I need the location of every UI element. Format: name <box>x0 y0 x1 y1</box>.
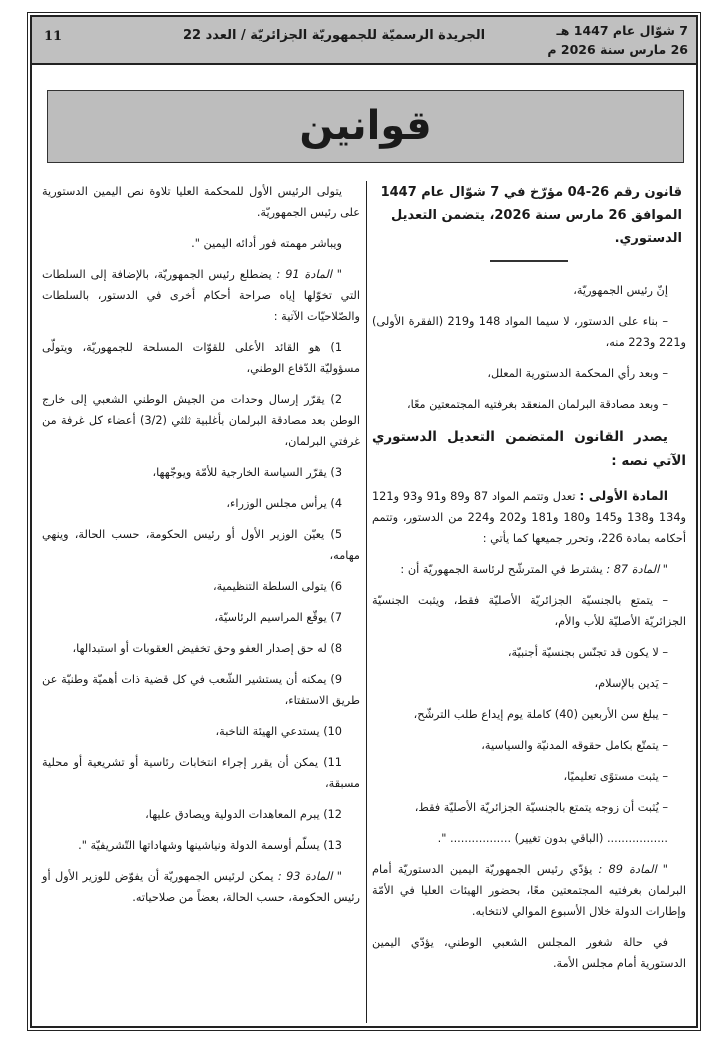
preamble-court-opinion: – وبعد رأي المحكمة الدستورية المعلل، <box>487 367 668 380</box>
preamble-president: إنّ رئيس الجمهوريّة، <box>573 284 668 297</box>
article-93-label: " المادة 93 : <box>277 870 342 883</box>
oath-reading: يتولى الرئيس الأول للمحكمة العليا تلاوة نص اليمين الدستورية على رئيس الجمهوريّة. <box>42 185 360 219</box>
article-87 <box>372 559 686 580</box>
date-hijri: 7 شوّال عام 1447 هـ <box>556 23 688 38</box>
article-89-label: " المادة 89 : <box>598 863 668 876</box>
condition-3: – يَدين بالإسلام، <box>594 677 668 690</box>
power-item: 8) له حق إصدار العفو وحق تخفيض العقوبات أو استبدالها، <box>72 642 342 655</box>
article-1-label: المادة الأولى : <box>579 488 669 503</box>
condition-2: – لا يكون قد تجنّس بجنسيّة أجنبيّة، <box>507 646 668 659</box>
article-91 <box>42 264 360 327</box>
column-divider <box>366 181 367 1023</box>
preamble-parliament: – وبعد مصادقة البرلمان المنعقد بغرفتيه المجتمعتين معًا، <box>407 398 668 411</box>
section-title: قوانين <box>299 103 432 149</box>
left-column <box>42 181 360 918</box>
vacancy-paragraph: في حالة شغور المجلس الشعبي الوطني، يؤدّي اليمين الدستورية أمام مجلس الأمة. <box>372 936 686 970</box>
title-separator <box>490 260 568 262</box>
article-93-text: يمكن لرئيس الجمهوريّة أن يفوّض للوزير الأول أو رئيس الحكومة، حسب الحالة، بعضاً من صلاحياته. <box>42 870 360 904</box>
page-frame-inner <box>30 15 698 1028</box>
condition-7: – يُثبت أن زوجه يتمتع بالجنسيّة الجزائريّة الأصليّة فقط، <box>414 801 668 814</box>
assumes-duties: ويباشر مهمته فور أدائه اليمين ". <box>191 237 342 250</box>
page-frame <box>27 12 701 1031</box>
power-item: 9) يمكنه أن يستشير الشّعب في كل قضية ذات أهميّة وطنيّة عن طريق الاستفتاء، <box>42 673 360 707</box>
power-item: 11) يمكن أن يقرر إجراء انتخابات رئاسية أو تشريعية أو محلية مسبقة، <box>42 756 360 790</box>
power-item: 12) يبرم المعاهدات الدولية ويصادق عليها، <box>145 808 342 821</box>
article-91-text: يضطلع رئيس الجمهوريّة، بالإضافة إلى السلطات التي تخوّلها إياه صراحة أحكام أخرى في الدستور، بالسلطات والصّلاحيّات الآتية : <box>42 268 360 323</box>
article-91-label: " المادة 91 : <box>276 268 342 281</box>
promulgation-statement: يصدر القانون المتضمن التعديل الدستوري الآتي نصه : <box>372 429 686 469</box>
article-89-text: يؤدّي رئيس الجمهوريّة اليمين الدستوريّة أمام البرلمان بغرفتيه المجتمعتين معًا، بحضور الهيئات العليا في الأمّة وإطارات الدولة خلال الأسبوع الموالي لانتخابه. <box>372 863 686 918</box>
power-item: 13) يسلّم أوسمة الدولة ونياشينها وشهاداتها التّشريفيّة ". <box>78 839 342 852</box>
power-item: 10) يستدعي الهيئة الناخبة، <box>215 725 342 738</box>
right-column <box>372 181 686 984</box>
article-87-text: يشترط في المترشّح لرئاسة الجمهوريّة أن : <box>400 563 603 576</box>
power-item: 1) هو القائد الأعلى للقوّات المسلحة للجمهوريّة، ويتولّى مسؤوليّة الدّفاع الوطني، <box>42 341 360 375</box>
page-header <box>32 17 696 65</box>
section-title-box <box>47 90 684 163</box>
article-87-label: " المادة 87 : <box>606 563 668 576</box>
power-item: 2) يقرّر إرسال وحدات من الجيش الوطني الشعبي إلى خارج الوطن بعد مصادقة البرلمان بأغلبية ثلثي (3/2) أعضاء كل غرفة من غرفتي البرلمان، <box>42 393 361 448</box>
article-89 <box>372 859 686 922</box>
remainder-unchanged: ................. (الباقي بدون تغيير) ................. ". <box>437 832 668 845</box>
power-item: 3) يقرّر السياسة الخارجية للأمّة ويوجّهها، <box>152 466 342 479</box>
condition-1: – يتمتع بالجنسيّة الجزائريّة الأصليّة فقط، ويثبت الجنسيّة الجزائريّة الأصليّة للأب والأم، <box>372 594 686 628</box>
journal-title: الجريدة الرسميّة للجمهوريّة الجزائريّة / العدد 22 <box>182 28 486 43</box>
condition-5: – يتمتّع بكامل حقوقه المدنيّة والسياسية، <box>481 739 668 752</box>
condition-6: – يثبت مستوًى تعليميًا، <box>563 770 668 783</box>
article-1 <box>372 485 686 549</box>
preamble-constitution: – بناء على الدستور، لا سيما المواد 148 و219 (الفقرة الأولى) و221 و223 منه، <box>372 315 686 349</box>
date-gregorian: 26 مارس سنة 2026 م <box>547 42 688 57</box>
power-item: 7) يوقّع المراسيم الرئاسيّة، <box>214 611 342 624</box>
condition-4: – يبلغ سن الأربعين (40) كاملة يوم إيداع طلب الترشّح، <box>413 708 668 721</box>
page-number: 11 <box>44 29 63 44</box>
article-1-text: تعدل وتتمم المواد 87 و89 و91 و93 و121 و134 و138 و145 و180 و181 و202 و224 من الدستور، وتتمم أحكامه بمادة 226، وتحرر جميعها كما يأتي : <box>372 490 687 545</box>
law-title: قانون رقم 26-04 مؤرّخ في 7 شوّال عام 1447 الموافق 26 مارس سنة 2026، يتضمن التعديل الدستوري. <box>380 185 682 246</box>
power-item: 6) يتولى السلطة التنظيمية، <box>212 580 342 593</box>
power-item: 4) يرأس مجلس الوزراء، <box>226 497 342 510</box>
power-item: 5) يعيّن الوزير الأول أو رئيس الحكومة، حسب الحالة، وينهي مهامه، <box>42 528 360 562</box>
issue-date <box>547 21 688 59</box>
article-93 <box>42 866 360 908</box>
